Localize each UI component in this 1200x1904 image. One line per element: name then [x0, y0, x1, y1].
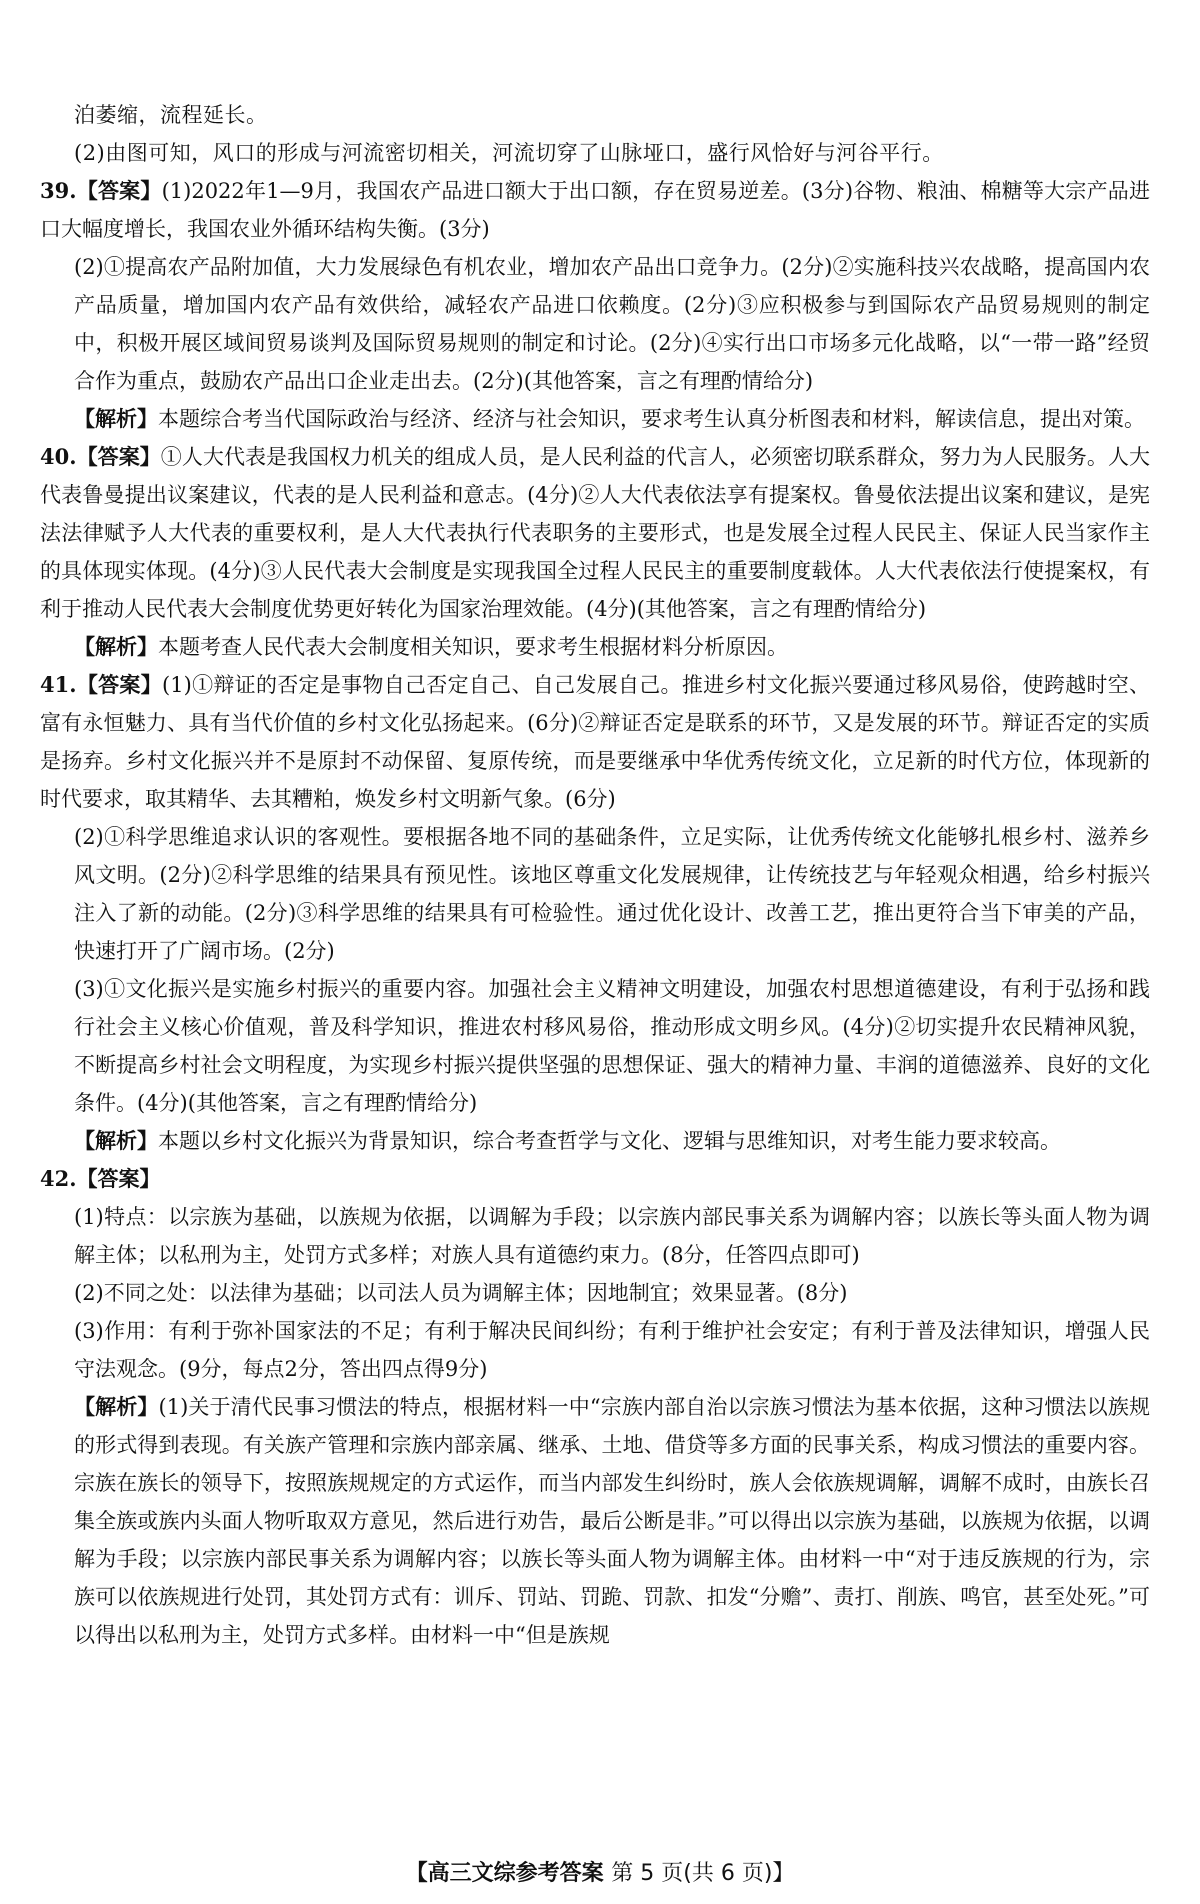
q40-answer: [40, 438, 1150, 628]
q39-answer: [40, 172, 1150, 248]
question-number: 40.: [40, 444, 77, 469]
answer-text: (3)作用：有利于弥补国家法的不足；有利于解决民间纠纷；有利于维护社会安定；有利于普及法律知识，增强人民守法观念。(9分，每点2分，答出四点得9分): [74, 1319, 1150, 1381]
q41-answer: [40, 666, 1150, 818]
q42-analysis: [40, 1388, 1150, 1654]
question-39: [40, 172, 1150, 438]
q42-part-2: [40, 1274, 1150, 1312]
answer-text: (1)①辩证的否定是事物自己否定自己、自己发展自己。推进乡村文化振兴要通过移风易俗，使跨越时空、富有永恒魅力、具有当代价值的乡村文化弘扬起来。(6分)②辩证否定是联系的环节，又是发展的环节。辩证否定的实质是扬弃。乡村文化振兴并不是原封不动保留、复原传统，而是要继承中华优秀传统文化，立足新的时代方位，体现新的时代要求，取其精华、去其糟粕，焕发乡村文明新气象。(6分): [40, 673, 1151, 811]
q39-analysis: [40, 400, 1150, 438]
answer-tag: 【答案】: [76, 444, 161, 469]
answer-content: [40, 96, 1150, 1654]
answer-tag: 【答案】: [76, 672, 163, 697]
question-42: [40, 1160, 1150, 1654]
q41-part-3: [40, 970, 1150, 1122]
analysis-text: 本题综合考当代国际政治与经济、经济与社会知识，要求考生认真分析图表和材料，解读信息，提出对策。: [158, 407, 1145, 431]
q42-part-1: [40, 1198, 1150, 1274]
q41-analysis: [40, 1122, 1150, 1160]
answer-tag: 【答案】: [76, 1166, 161, 1191]
analysis-tag: 【解析】: [74, 1128, 158, 1153]
analysis-tag: 【解析】: [74, 634, 158, 659]
question-40: [40, 438, 1150, 666]
answer-text: (1)2022年1—9月，我国农产品进口额大于出口额，存在贸易逆差。(3分)谷物、粮油、棉糖等大宗产品进口大幅度增长，我国农业外循环结构失衡。(3分): [40, 179, 1151, 241]
answer-text: (3)①文化振兴是实施乡村振兴的重要内容。加强社会主义精神文明建设，加强农村思想道德建设，有利于弘扬和践行社会主义核心价值观，普及科学知识，推进农村移风易俗，推动形成文明乡风。(4分)②切实提升农民精神风貌，不断提高乡村社会文明程度，为实现乡村振兴提供坚强的思想保证、强大的精神力量、丰润的道德滋养、良好的文化条件。(4分)(其他答案，言之有理酌情给分): [74, 977, 1150, 1115]
answer-text: (2)不同之处：以法律为基础；以司法人员为调解主体；因地制宜；效果显著。(8分): [74, 1281, 848, 1305]
page-footer: [0, 1855, 1200, 1893]
analysis-text: (1)关于清代民事习惯法的特点，根据材料一中“宗族内部自治以宗族习惯法为基本依据，这种习惯法以族规的形式得到表现。有关族产管理和宗族内部亲属、继承、土地、借贷等多方面的民事关系，构成习惯法的重要内容。宗族在族长的领导下，按照族规规定的方式运作，而当内部发生纠纷时，族人会依族规调解，调解不成时，由族长召集全族或族内头面人物听取双方意见，然后进行劝告，最后公断是非。”可以得出以宗族为基础，以族规为依据，以调解为手段；以宗族内部民事关系为调解内容；以族长等头面人物为调解主体。由材料一中“对于违反族规的行为，宗族可以依族规进行处罚，其处罚方式有：训斥、罚站、罚跪、罚款、扣发“分赡”、责打、削族、鸣官，甚至处死。”可以得出以私刑为主，处罚方式多样。由材料一中“但是族规: [74, 1395, 1151, 1647]
answer-text: (2)①科学思维追求认识的客观性。要根据各地不同的基础条件，立足实际，让优秀传统文化能够扎根乡村、滋养乡风文明。(2分)②科学思维的结果具有预见性。该地区尊重文化发展规律，让传统技艺与年轻观众相遇，给乡村振兴注入了新的动能。(2分)③科学思维的结果具有可检验性。通过优化设计、改善工艺，推出更符合当下审美的产品，快速打开了广阔市场。(2分): [74, 825, 1150, 963]
question-number: 41.: [40, 672, 77, 697]
analysis-text: 本题以乡村文化振兴为背景知识，综合考查哲学与文化、逻辑与思维知识，对考生能力要求较高。: [158, 1129, 1061, 1153]
question-number: 42.: [40, 1166, 77, 1191]
continuation-text: (2)由图可知，风口的形成与河流密切相关，河流切穿了山脉垭口，盛行风恰好与河谷平行。: [74, 141, 944, 165]
question-41: [40, 666, 1150, 1160]
analysis-tag: 【解析】: [74, 406, 158, 431]
q39-part-2: [40, 248, 1150, 400]
footer-title: 【高三文综参考答案: [405, 1861, 604, 1886]
analysis-tag: 【解析】: [74, 1394, 159, 1419]
q40-analysis: [40, 628, 1150, 666]
q42-heading: [40, 1160, 1150, 1198]
analysis-text: 本题考查人民代表大会制度相关知识，要求考生根据材料分析原因。: [158, 635, 788, 659]
question-number: 39.: [40, 178, 77, 203]
continuation-text: 泊萎缩，流程延长。: [74, 103, 268, 127]
continuation-line-1: [40, 96, 1150, 134]
answer-tag: 【答案】: [76, 178, 162, 203]
footer-page-number: 第 5 页(共 6 页)】: [611, 1861, 795, 1886]
q41-part-2: [40, 818, 1150, 970]
continuation-line-2: [40, 134, 1150, 172]
answer-text: (1)特点：以宗族为基础，以族规为依据，以调解为手段；以宗族内部民事关系为调解内容；以族长等头面人物为调解主体；以私刑为主，处罚方式多样；对族人具有道德约束力。(8分，任答四点即可): [74, 1205, 1150, 1267]
answer-text: ①人大代表是我国权力机关的组成人员，是人民利益的代言人，必须密切联系群众，努力为人民服务。人大代表鲁曼提出议案建议，代表的是人民利益和意志。(4分)②人大代表依法享有提案权。鲁曼依法提出议案和建议，是宪法法律赋予人大代表的重要权利，是人大代表执行代表职务的主要形式，也是发展全过程人民民主、保证人民当家作主的具体现实体现。(4分)③人民代表大会制度是实现我国全过程人民民主的重要制度载体。人大代表依法行使提案权，有利于推动人民代表大会制度优势更好转化为国家治理效能。(4分)(其他答案，言之有理酌情给分): [40, 445, 1151, 621]
q42-part-3: [40, 1312, 1150, 1388]
answer-text: (2)①提高农产品附加值，大力发展绿色有机农业，增加农产品出口竞争力。(2分)②实施科技兴农战略，提高国内农产品质量，增加国内农产品有效供给，减轻农产品进口依赖度。(2分)③应积极参与到国际农产品贸易规则的制定中，积极开展区域间贸易谈判及国际贸易规则的制定和讨论。(2分)④实行出口市场多元化战略，以“一带一路”经贸合作为重点，鼓励农产品出口企业走出去。(2分)(其他答案，言之有理酌情给分): [74, 255, 1150, 393]
